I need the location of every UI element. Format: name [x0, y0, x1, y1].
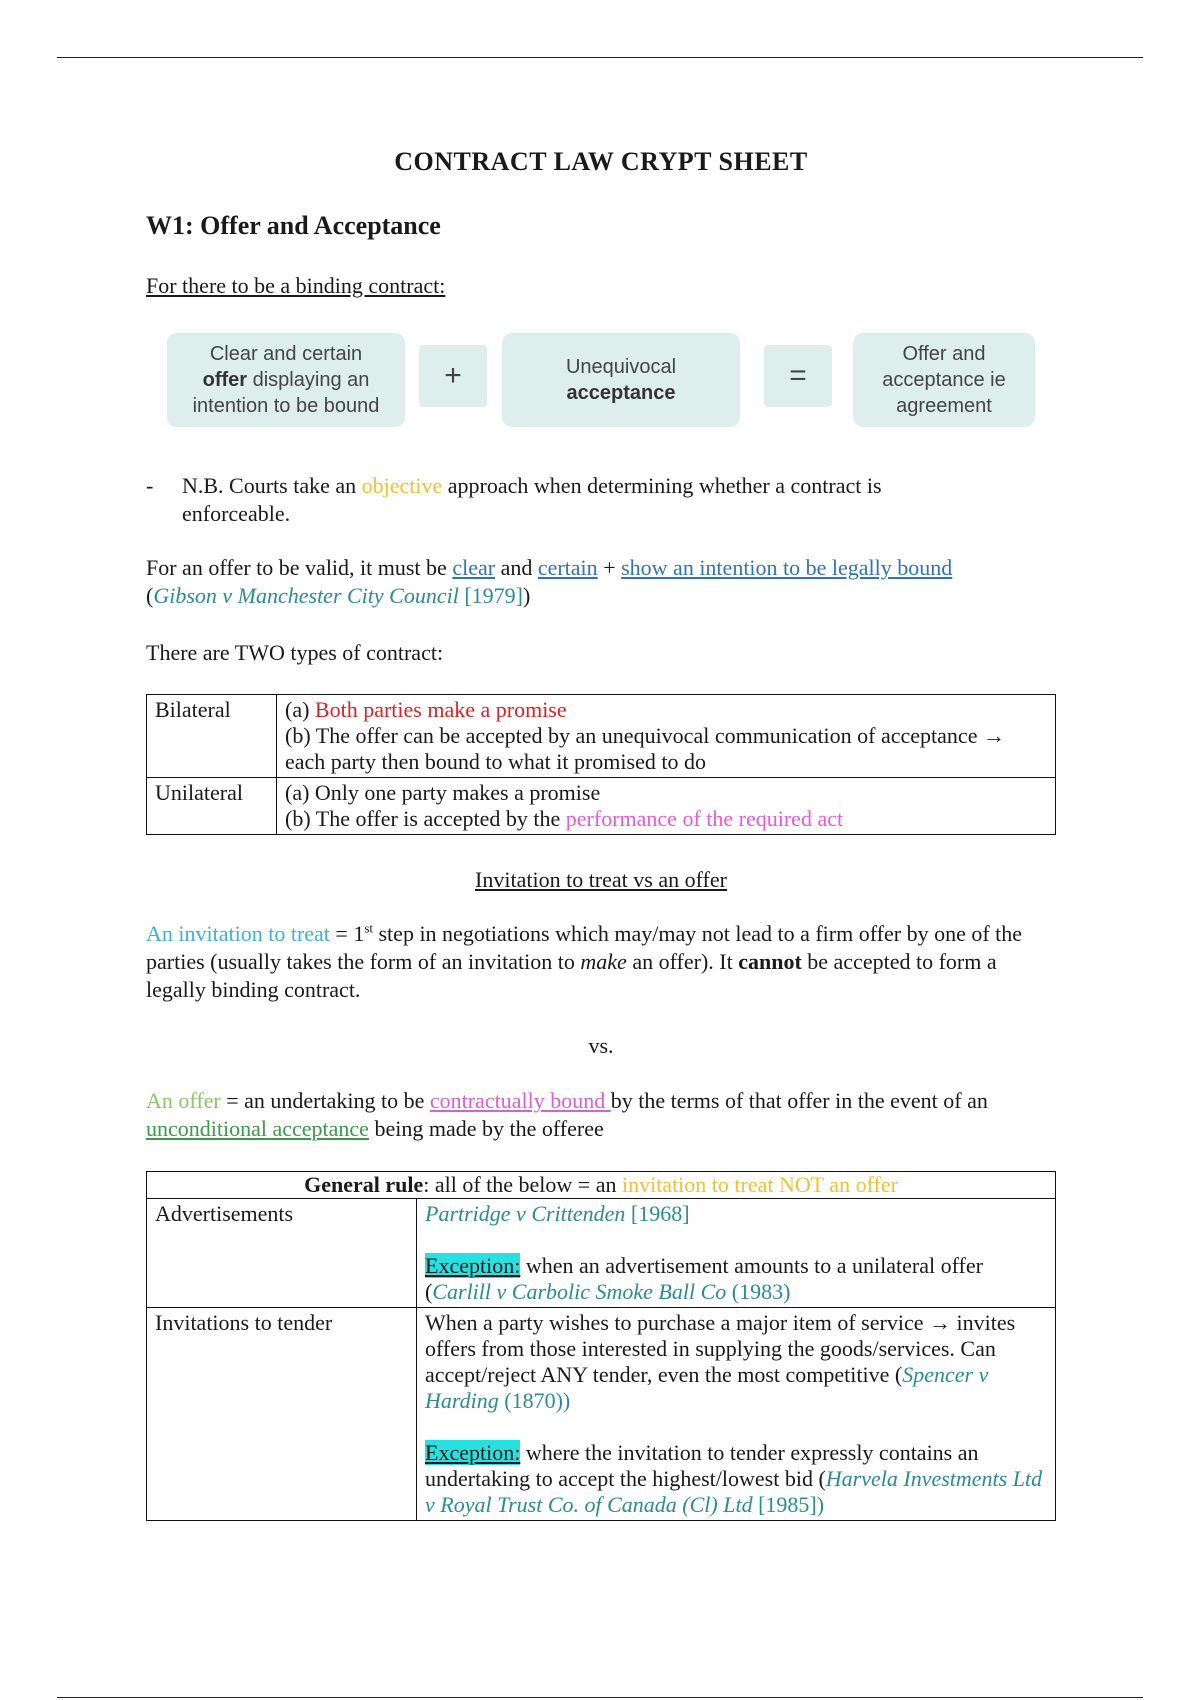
exception-label: Exception: [425, 1253, 521, 1278]
bilateral-label: Bilateral [147, 695, 277, 778]
diagram-offer-line1: Clear and certain [209, 343, 363, 365]
itt-term: An invitation to treat [146, 921, 330, 946]
tender-description: When a party wishes to purchase a major item of service → invites offers from those interested in supplying the goods/services. Can accept/reject ANY tender, even the most competitive (Spencer v Harding (1870)) Exception: where the invitation to tender expressly contains an undertaking to accept the highest/lowest bid (Harvela Investments Ltd v Royal Trust Co. of Canada (Cl) Ltd [1985]) [417, 1308, 1056, 1521]
advertisements-description: Partridge v Crittenden [1968] Exception: when an advertisement amounts to a unilateral offer (Carlill v Carbolic Smoke Ball Co (1983) [417, 1199, 1056, 1308]
itt-paragraph: An invitation to treat = 1st step in negotiations which may/may not lead to a firm offer by one of the parties (usually takes the form of an invitation to make an offer). It cannot be accepted to form a legally binding contract. [146, 920, 1023, 1002]
bilateral-description: (a) Both parties make a promise (b) The offer can be accepted by an unequivocal communication of acceptance → each party then bound to what it promised to do [277, 695, 1056, 778]
offer-term: An offer [146, 1088, 221, 1113]
tender-label: Invitations to tender [147, 1308, 417, 1521]
unilateral-label: Unilateral [147, 778, 277, 835]
diagram-agreement-line3: agreement [896, 395, 992, 417]
bottom-rule [57, 1697, 1143, 1698]
diagram-agreement-box [853, 333, 1035, 427]
advertisements-label: Advertisements [147, 1199, 417, 1308]
table-row [147, 1308, 1056, 1521]
general-rule-header: General rule: all of the below = an invitation to treat NOT an offer [147, 1172, 1056, 1199]
diagram-offer-line3: intention to be bound [192, 395, 380, 417]
diagram-offer-box [167, 333, 405, 427]
document-title: CONTRACT LAW CRYPT SHEET [394, 147, 808, 176]
diagram-equals: = [764, 345, 832, 407]
diagram-agreement-line1: Offer and [902, 343, 986, 365]
table-row [147, 778, 1056, 835]
itt-heading: Invitation to treat vs an offer [475, 867, 727, 892]
top-rule [57, 57, 1143, 58]
general-rule-table [146, 1171, 1056, 1521]
diagram-acceptance-box [502, 333, 740, 427]
vs-text: vs. [588, 1033, 614, 1058]
section-heading: W1: Offer and Acceptance [146, 211, 441, 240]
table-row [147, 1172, 1056, 1199]
clear-term: clear [452, 555, 496, 580]
nb-paragraph: N.B. Courts take an objective approach when determining whether a contract is enforceable. [182, 473, 882, 526]
table-row [147, 695, 1056, 778]
diagram-offer-line2: displaying an [247, 369, 370, 391]
two-types-text: There are TWO types of contract: [146, 640, 444, 665]
diagram-acceptance-bold: acceptance [566, 382, 676, 404]
nb-bullet: - [146, 473, 154, 498]
diagram-plus: + [419, 345, 487, 407]
diagram-offer-bold: offer [202, 369, 248, 391]
exception-label: Exception: [425, 1440, 521, 1465]
unilateral-description: (a) Only one party makes a promise (b) The offer is accepted by the performance of the required act [277, 778, 1056, 835]
certain-term: certain [537, 555, 598, 580]
contract-diagram [146, 330, 1056, 430]
diagram-acceptance-line1: Unequivocal [565, 356, 677, 378]
gibson-case: Gibson v Manchester City Council [153, 583, 459, 608]
contract-types-table [146, 694, 1056, 835]
offer-valid-paragraph: For an offer to be valid, it must be clear and certain + show an intention to be legally bound (Gibson v Manchester City Council [1979]) [146, 555, 953, 608]
diagram-agreement-line2: acceptance ie [882, 369, 1006, 391]
intention-term: show an intention to be legally bound [621, 555, 953, 580]
objective-term: objective [361, 473, 443, 498]
table-row [147, 1199, 1056, 1308]
binding-intro: For there to be a binding contract: [146, 273, 446, 298]
offer-paragraph: An offer = an undertaking to be contractually bound by the terms of that offer in the event of an unconditional acceptance being made by the offeree [146, 1088, 988, 1141]
